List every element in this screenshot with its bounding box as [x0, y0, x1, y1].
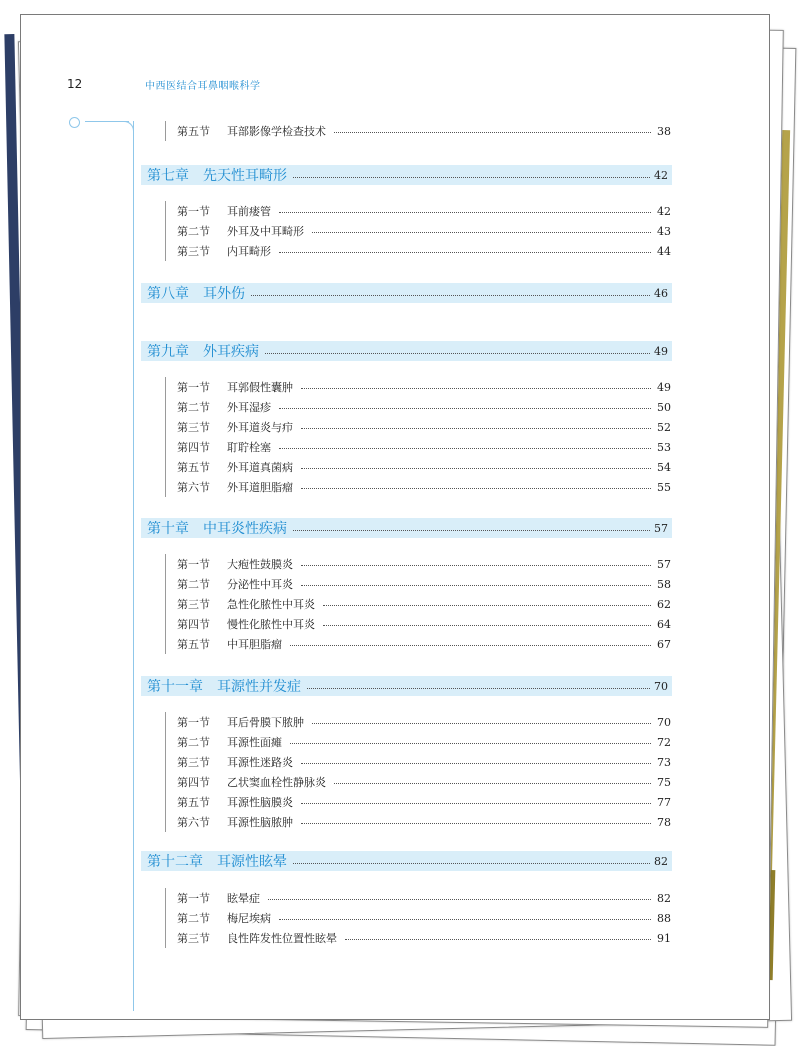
section-bar [165, 201, 166, 221]
section-title: 急性化脓性中耳炎 [227, 598, 315, 611]
section-bar [165, 732, 166, 752]
section-title: 外耳道真菌病 [227, 461, 293, 474]
toc-section-entry[interactable] [177, 594, 671, 614]
section-bar [165, 574, 166, 594]
section-number: 第一节 [177, 381, 210, 394]
toc-section-entry[interactable] [177, 614, 671, 634]
section-title: 耳源性脑膜炎 [227, 796, 293, 809]
leader-dots [301, 388, 651, 389]
toc-section-entry[interactable] [177, 732, 671, 752]
toc-section-entry[interactable] [177, 812, 671, 832]
toc-section-entry[interactable] [177, 221, 671, 241]
section-bar [165, 888, 166, 908]
leader-dots [301, 565, 651, 566]
page-number: 12 [67, 77, 83, 91]
toc-page [20, 14, 770, 1020]
page-ref: 55 [657, 480, 671, 494]
page-ref: 72 [657, 735, 671, 749]
toc-section-entry[interactable] [177, 437, 671, 457]
toc-chapter-entry[interactable] [141, 283, 672, 303]
toc-section-entry[interactable] [177, 121, 671, 141]
section-number: 第二节 [177, 736, 210, 749]
toc-section-entry[interactable] [177, 752, 671, 772]
section-bar [165, 221, 166, 241]
page-ref: 67 [657, 637, 671, 651]
page-ref: 82 [654, 854, 668, 868]
toc-section-entry[interactable] [177, 477, 671, 497]
leader-dots [334, 132, 651, 133]
section-title: 耳部影像学检查技术 [227, 125, 326, 138]
page-ref: 73 [657, 755, 671, 769]
section-bar [165, 634, 166, 654]
chapter-title: 第十章 中耳炎性疾病 [147, 521, 287, 537]
page-ref: 46 [654, 286, 668, 300]
section-title: 耳前瘘管 [227, 205, 271, 218]
section-bar [165, 712, 166, 732]
section-number: 第三节 [177, 245, 210, 258]
toc-section-entry[interactable] [177, 928, 671, 948]
toc-section-entry[interactable] [177, 397, 671, 417]
leader-dots [323, 625, 651, 626]
section-title: 耳郭假性囊肿 [227, 381, 293, 394]
section-number: 第三节 [177, 756, 210, 769]
section-bar [165, 792, 166, 812]
leader-dots [265, 353, 650, 354]
leader-dots [279, 212, 651, 213]
section-number: 第五节 [177, 796, 210, 809]
page-ref: 52 [657, 420, 671, 434]
section-number: 第一节 [177, 716, 210, 729]
page-ref: 50 [657, 400, 671, 414]
page-ref: 70 [657, 715, 671, 729]
page-ref: 49 [657, 380, 671, 394]
running-title: 中西医结合耳鼻咽喉科学 [145, 81, 261, 92]
page-ref: 82 [657, 891, 671, 905]
toc-chapter-entry[interactable] [141, 851, 672, 871]
page-ref: 57 [657, 557, 671, 571]
section-number: 第五节 [177, 638, 210, 651]
leader-dots [301, 585, 651, 586]
section-number: 第二节 [177, 401, 210, 414]
leader-dots [293, 177, 650, 178]
section-bar [165, 437, 166, 457]
page-ref: 43 [657, 224, 671, 238]
section-number: 第二节 [177, 225, 210, 238]
section-title: 乙状窦血栓性静脉炎 [227, 776, 326, 789]
toc-section-entry[interactable] [177, 574, 671, 594]
leader-dots [323, 605, 651, 606]
section-title: 慢性化脓性中耳炎 [227, 618, 315, 631]
leader-dots [279, 408, 651, 409]
toc-section-entry[interactable] [177, 772, 671, 792]
section-bar [165, 928, 166, 948]
page-ref: 70 [654, 679, 668, 693]
toc-section-entry[interactable] [177, 554, 671, 574]
section-number: 第四节 [177, 618, 210, 631]
section-number: 第一节 [177, 558, 210, 571]
chapter-title: 第十一章 耳源性并发症 [147, 679, 301, 695]
leader-dots [312, 723, 651, 724]
section-title: 耵聍栓塞 [227, 441, 271, 454]
chapter-title: 第七章 先天性耳畸形 [147, 168, 287, 184]
page-ref: 62 [657, 597, 671, 611]
leader-dots [307, 688, 650, 689]
toc-chapter-entry[interactable] [141, 165, 672, 185]
leader-dots [334, 783, 651, 784]
page-ref: 38 [657, 124, 671, 138]
leader-dots [301, 428, 651, 429]
leader-dots [345, 939, 651, 940]
leader-dots [301, 803, 651, 804]
leader-dots [301, 763, 651, 764]
toc-section-entry[interactable] [177, 888, 671, 908]
section-bar [165, 241, 166, 261]
leader-dots [279, 919, 651, 920]
section-number: 第一节 [177, 205, 210, 218]
leader-dots [279, 448, 651, 449]
section-bar [165, 908, 166, 928]
page-ref: 54 [657, 460, 671, 474]
section-number: 第六节 [177, 816, 210, 829]
page-ref: 53 [657, 440, 671, 454]
page-ref: 58 [657, 577, 671, 591]
section-bar [165, 554, 166, 574]
leader-dots [279, 252, 651, 253]
leader-dots [312, 232, 651, 233]
toc-section-entry[interactable] [177, 634, 671, 654]
section-title: 内耳畸形 [227, 245, 271, 258]
section-title: 大疱性鼓膜炎 [227, 558, 293, 571]
leader-dots [290, 743, 651, 744]
section-number: 第五节 [177, 125, 210, 138]
page-ref: 77 [657, 795, 671, 809]
section-number: 第二节 [177, 912, 210, 925]
section-number: 第四节 [177, 441, 210, 454]
page-ref: 78 [657, 815, 671, 829]
section-bar [165, 121, 166, 141]
leader-dots [251, 295, 650, 296]
section-title: 外耳及中耳畸形 [227, 225, 304, 238]
section-title: 耳后骨膜下脓肿 [227, 716, 304, 729]
section-number: 第三节 [177, 598, 210, 611]
section-title: 外耳道炎与疖 [227, 421, 293, 434]
leader-dots [293, 530, 650, 531]
leader-dots [290, 645, 651, 646]
toc-section-entry[interactable] [177, 377, 671, 397]
leader-dots [293, 863, 650, 864]
section-number: 第六节 [177, 481, 210, 494]
section-bar [165, 752, 166, 772]
section-number: 第三节 [177, 421, 210, 434]
toc-section-entry[interactable] [177, 241, 671, 261]
decorative-dot [69, 117, 80, 128]
section-bar [165, 812, 166, 832]
toc-chapter-entry[interactable] [141, 518, 672, 538]
section-bar [165, 397, 166, 417]
leader-dots [301, 468, 651, 469]
section-title: 梅尼埃病 [227, 912, 271, 925]
page-ref: 44 [657, 244, 671, 258]
section-title: 外耳湿疹 [227, 401, 271, 414]
page-ref: 57 [654, 521, 668, 535]
section-title: 分泌性中耳炎 [227, 578, 293, 591]
section-number: 第一节 [177, 892, 210, 905]
chapter-title: 第八章 耳外伤 [147, 286, 245, 302]
toc-section-entry[interactable] [177, 201, 671, 221]
leader-dots [301, 823, 651, 824]
toc-chapter-entry[interactable] [141, 676, 672, 696]
section-number: 第三节 [177, 932, 210, 945]
page-ref: 49 [654, 344, 668, 358]
section-bar [165, 457, 166, 477]
section-bar [165, 417, 166, 437]
toc-section-entry[interactable] [177, 792, 671, 812]
page-ref: 75 [657, 775, 671, 789]
section-number: 第二节 [177, 578, 210, 591]
section-title: 耳源性脑脓肿 [227, 816, 293, 829]
page-ref: 91 [657, 931, 671, 945]
decorative-vertical-line [133, 121, 134, 1011]
section-bar [165, 772, 166, 792]
section-title: 外耳道胆脂瘤 [227, 481, 293, 494]
page-ref: 42 [657, 204, 671, 218]
chapter-title: 第十二章 耳源性眩晕 [147, 854, 287, 870]
section-bar [165, 614, 166, 634]
section-bar [165, 477, 166, 497]
page-ref: 64 [657, 617, 671, 631]
toc-section-entry[interactable] [177, 908, 671, 928]
toc-section-entry[interactable] [177, 712, 671, 732]
section-title: 良性阵发性位置性眩晕 [227, 932, 337, 945]
section-title: 眩晕症 [227, 892, 260, 905]
toc-section-entry[interactable] [177, 417, 671, 437]
section-bar [165, 594, 166, 614]
section-title: 耳源性迷路炎 [227, 756, 293, 769]
toc-chapter-entry[interactable] [141, 341, 672, 361]
section-number: 第四节 [177, 776, 210, 789]
section-title: 耳源性面瘫 [227, 736, 282, 749]
page-ref: 42 [654, 168, 668, 182]
section-number: 第五节 [177, 461, 210, 474]
leader-dots [268, 899, 651, 900]
toc-section-entry[interactable] [177, 457, 671, 477]
section-bar [165, 377, 166, 397]
leader-dots [301, 488, 651, 489]
section-title: 中耳胆脂瘤 [227, 638, 282, 651]
page-ref: 88 [657, 911, 671, 925]
chapter-title: 第九章 外耳疾病 [147, 344, 259, 360]
